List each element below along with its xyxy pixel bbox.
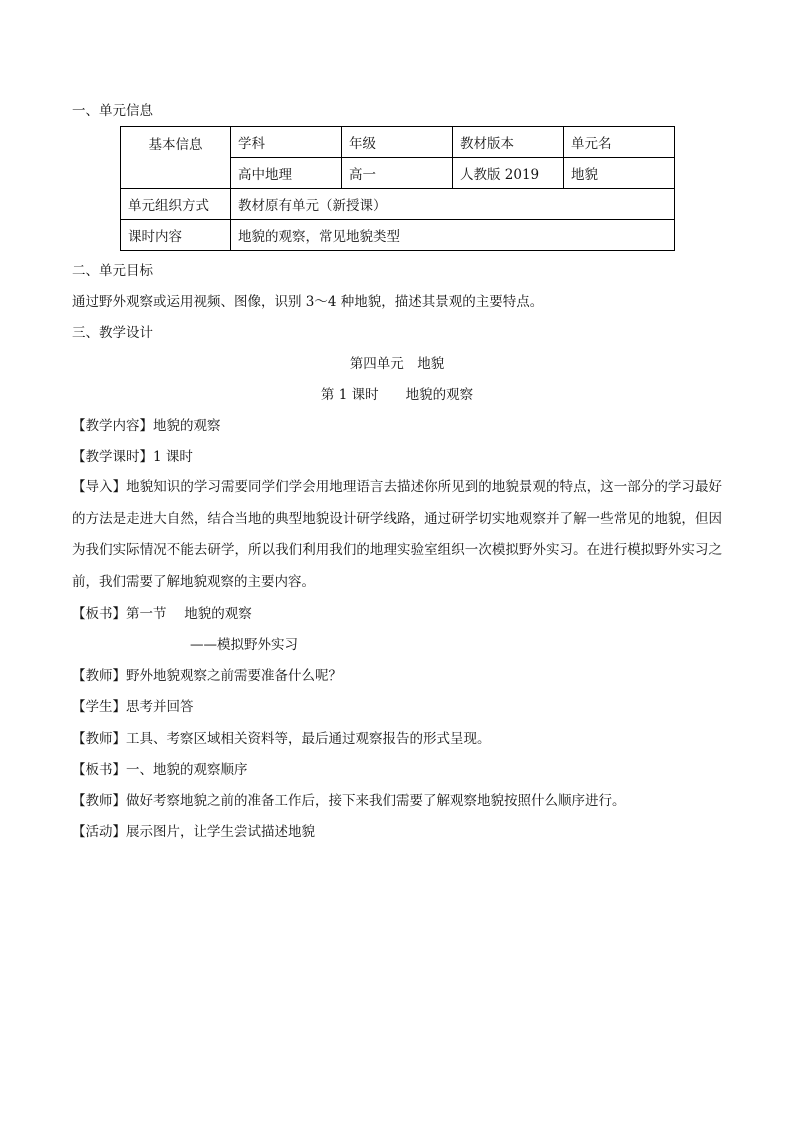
teaching-content: 【教学内容】地貌的观察	[72, 418, 221, 434]
teacher-line-3: 【教师】做好考察地貌之前的准备工作后，接下来我们需要了解观察地貌按照什么顺序进行。	[72, 793, 626, 809]
table-header-cell: 单元名	[564, 127, 675, 158]
section-heading-unit-info: 一、单元信息	[72, 103, 153, 119]
table-header-cell: 学科	[231, 127, 342, 158]
unit-info-table	[120, 126, 675, 251]
table-cell: 人教版 2019	[453, 158, 564, 189]
teacher-line-1: 【教师】野外地貌观察之前需要准备什么呢？	[72, 668, 342, 684]
section-heading-teaching-design: 三、教学设计	[72, 325, 153, 341]
section-heading-unit-goal: 二、单元目标	[72, 263, 153, 279]
board-note-1-subtitle: ——模拟野外实习	[190, 637, 298, 653]
goal-text: 通过野外观察或运用视频、图像，识别 3～4 种地貌，描述其景观的主要特点。	[72, 294, 544, 310]
table-header-cell: 教材版本	[453, 127, 564, 158]
student-line-1: 【学生】思考并回答	[72, 699, 194, 715]
table-row	[121, 220, 675, 251]
table-cell: 高中地理	[231, 158, 342, 189]
teaching-hours: 【教学课时】1 课时	[72, 449, 193, 465]
org-label-cell: 单元组织方式	[121, 189, 231, 220]
board-note-2: 【板书】一、地貌的观察顺序	[72, 762, 248, 778]
table-row	[121, 127, 675, 158]
content-label-cell: 课时内容	[121, 220, 231, 251]
unit-title: 第四单元 地貌	[349, 356, 445, 372]
activity-line: 【活动】展示图片，让学生尝试描述地貌	[72, 824, 315, 840]
table-cell: 高一	[342, 158, 453, 189]
lesson-title: 第 1 课时 地貌的观察	[320, 387, 474, 403]
table-header-cell: 年级	[342, 127, 453, 158]
table-cell: 地貌	[564, 158, 675, 189]
org-value-cell: 教材原有单元（新授课）	[231, 189, 675, 220]
teacher-line-2: 【教师】工具、考察区域相关资料等，最后通过观察报告的形式呈现。	[72, 731, 491, 747]
board-note-1: 【板书】第一节 地貌的观察	[72, 606, 252, 622]
basic-info-label: 基本信息	[121, 127, 231, 189]
content-value-cell: 地貌的观察，常见地貌类型	[231, 220, 675, 251]
table-row	[121, 189, 675, 220]
intro-paragraph: 【导入】地貌知识的学习需要同学们学会用地理语言去描述你所见到的地貌景观的特点，这一部分的学习最好的方法是走进大自然，结合当地的典型地貌设计研学线路，通过研学切实地观察并了解一些常见的地貌，但因为我们实际情况不能去研学，所以我们利用我们的地理实验室组织一次模拟野外实习。在进行模拟野外实习之前，我们需要了解地貌观察的主要内容。	[72, 479, 722, 590]
